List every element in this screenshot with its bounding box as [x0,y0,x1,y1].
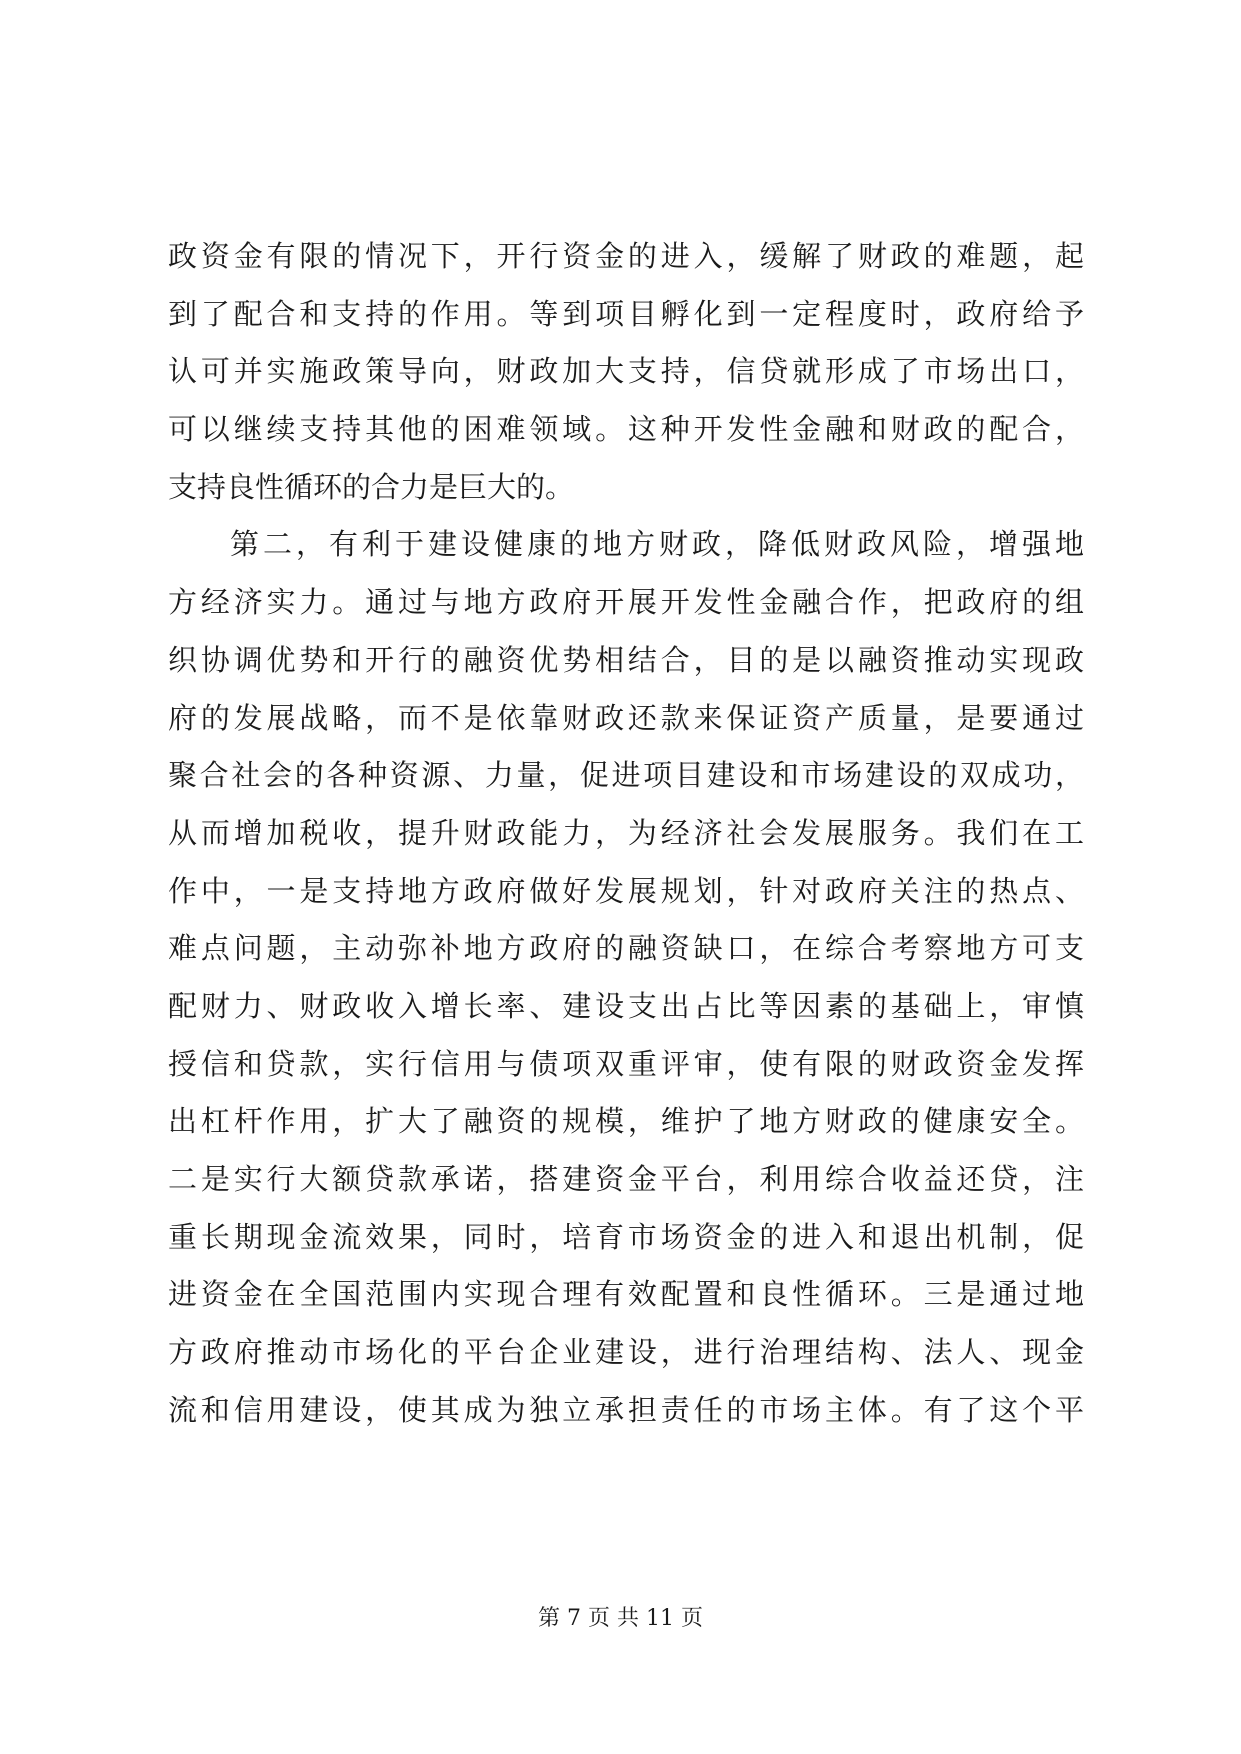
text-line: 配财力、财政收入增长率、建设支出占比等因素的基础上，审慎 [168,988,1084,1023]
text-line: 授信和贷款，实行信用与债项双重评审，使有限的财政资金发挥 [168,1046,1084,1081]
text-line: 出杠杆作用，扩大了融资的规模，维护了地方财政的健康安全。 [168,1104,1084,1139]
text-line: 作中，一是支持地方政府做好发展规划，针对政府关注的热点、 [168,873,1084,908]
text-line: 二是实行大额贷款承诺，搭建资金平台，利用综合收益还贷，注 [168,1162,1084,1196]
text-line: 流和信用建设，使其成为独立承担责任的市场主体。有了这个平 [168,1392,1084,1427]
text-line: 可以继续支持其他的困难领域。这种开发性金融和财政的配合， [168,412,1084,447]
text-line: 进资金在全国范围内实现合理有效配置和良性循环。三是通过地 [168,1277,1084,1312]
text-line: 认可并实施政策导向，财政加大支持，信贷就形成了市场出口， [168,354,1084,389]
text-line: 重长期现金流效果，同时，培育市场资金的进入和退出机制，促 [168,1219,1084,1254]
text-line: 方经济实力。通过与地方政府开展开发性金融合作，把政府的组 [168,585,1084,620]
text-line: 政资金有限的情况下，开行资金的进入，缓解了财政的难题，起 [168,239,1084,273]
page-number: 第 7 页 共 11 页 [538,1606,703,1631]
text-line: 府的发展战略，而不是依靠财政还款来保证资产质量，是要通过 [168,700,1084,735]
text-line: 织协调优势和开行的融资优势相结合，目的是以融资推动实现政 [168,642,1084,677]
paragraph-first-line: 第二，有利于建设健康的地方财政，降低财政风险，增强地 [230,527,1084,562]
page-footer [0,1604,1241,1634]
text-line: 支持良性循环的合力是巨大的。 [168,469,575,504]
text-line: 从而增加税收，提升财政能力，为经济社会发展服务。我们在工 [168,815,1084,850]
body-text [168,228,1084,1439]
text-line: 难点问题，主动弥补地方政府的融资缺口，在综合考察地方可支 [168,931,1084,966]
text-line: 到了配合和支持的作用。等到项目孵化到一定程度时，政府给予 [168,296,1084,331]
text-line: 方政府推动市场化的平台企业建设，进行治理结构、法人、现金 [168,1335,1084,1370]
text-line: 聚合社会的各种资源、力量，促进项目建设和市场建设的双成功， [168,758,1084,793]
